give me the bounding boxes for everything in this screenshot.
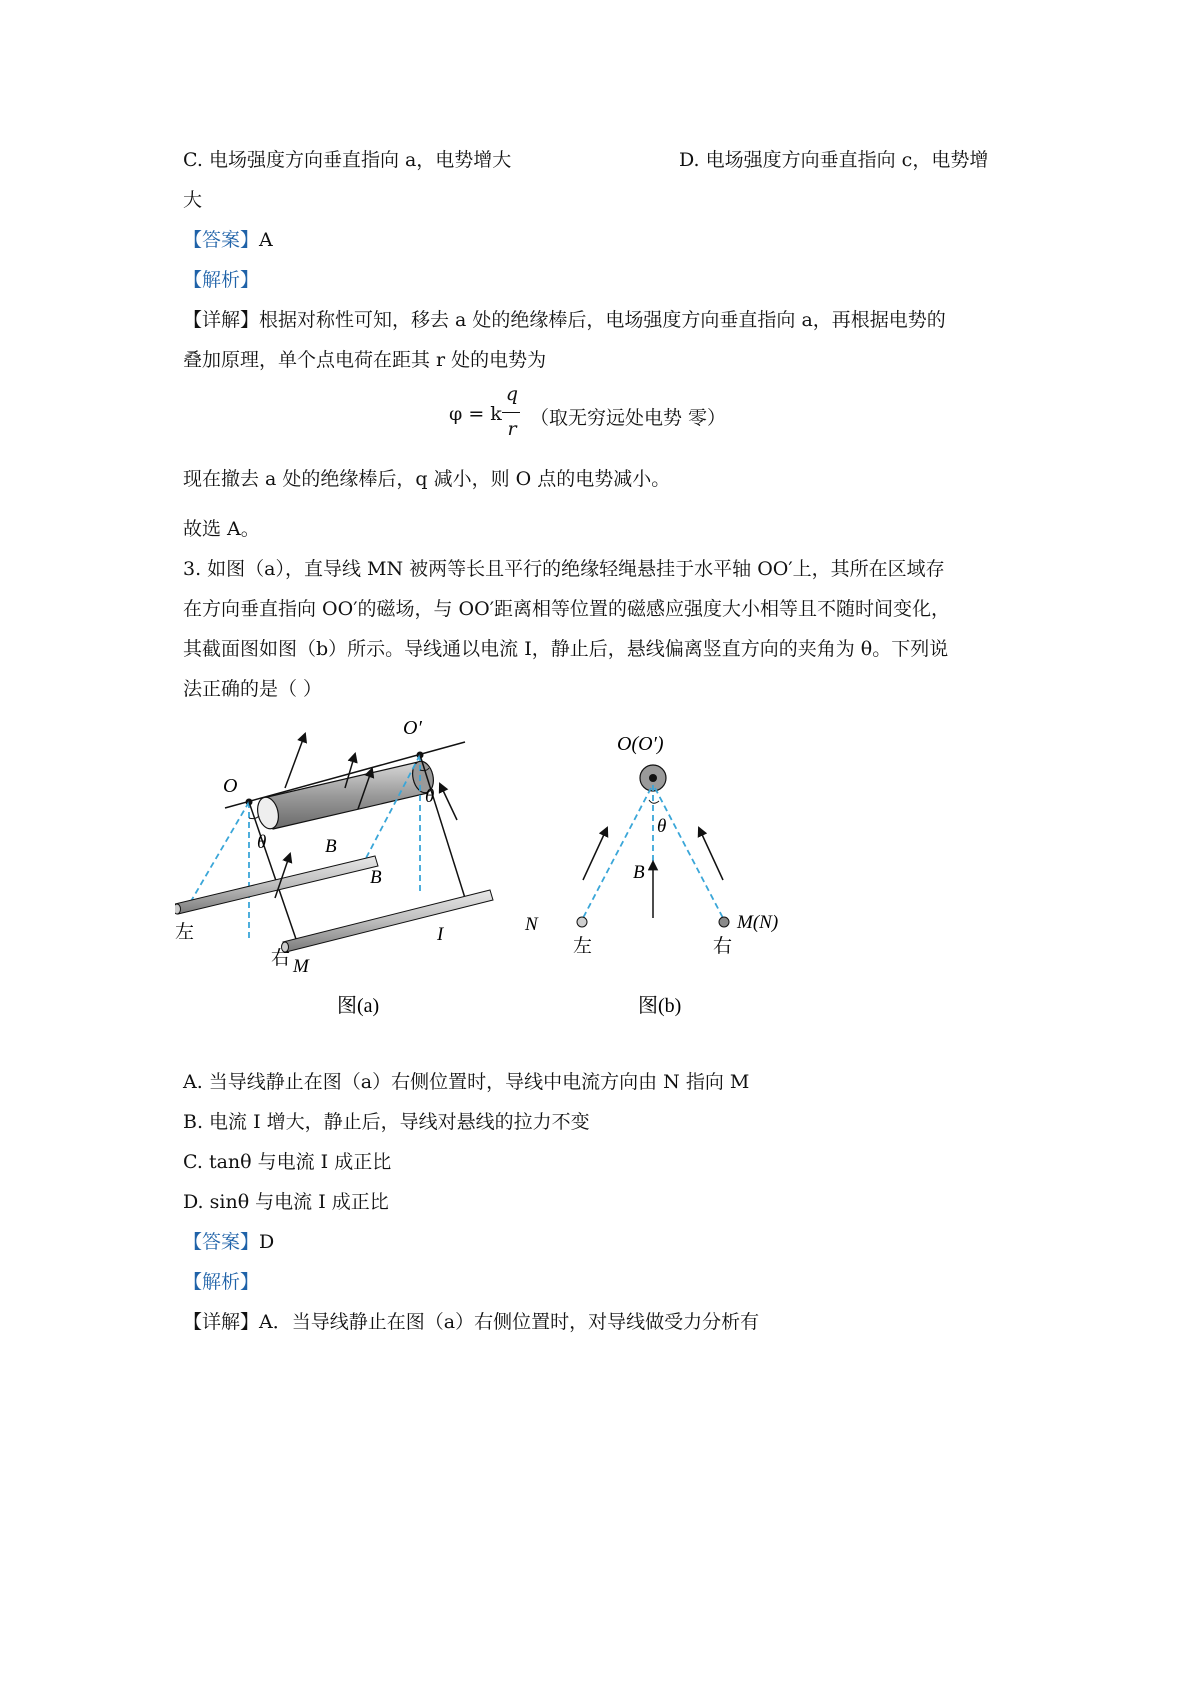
- label-mn: M(N): [737, 912, 779, 933]
- string-right: [655, 788, 723, 918]
- wire-left: [577, 917, 587, 927]
- label-right: 右: [271, 948, 291, 969]
- caption-a: 图(a): [337, 995, 380, 1017]
- q2-analysis-tag: 【解析】: [183, 269, 260, 291]
- b-arrow-2: [275, 854, 290, 898]
- q3-stem-line4: 法正确的是（ ）: [183, 678, 323, 700]
- formula-numerator: q: [505, 383, 519, 405]
- q3-option-d: D. sinθ 与电流 I 成正比: [183, 1191, 389, 1213]
- label-b-2: B: [370, 867, 382, 888]
- q3-detail-line1: [183, 1308, 759, 1336]
- b-arrow-5: [440, 784, 457, 820]
- detail-tag: 【详解】: [183, 309, 260, 331]
- q2-option-d-wrap: 大: [183, 189, 203, 211]
- axis-center-dot: [649, 774, 657, 782]
- figure-a: [175, 720, 555, 1020]
- q2-option-c: C. 电场强度方向垂直指向 a，电势增大: [183, 149, 512, 171]
- detail-text: A．当导线静止在图（a）右侧位置时，对导线做受力分析有: [259, 1311, 760, 1333]
- label-right: 右: [713, 936, 733, 957]
- label-b-1: B: [325, 836, 337, 857]
- formula-lhs: φ = k: [449, 403, 502, 425]
- formula-denominator: r: [507, 418, 517, 440]
- label-axis: O(O′): [617, 733, 664, 755]
- theta-arc: [649, 800, 659, 803]
- b-arrow-1: [285, 734, 305, 788]
- left-rod: [175, 856, 378, 914]
- figure-b: [565, 730, 805, 1020]
- label-m: M: [293, 956, 309, 977]
- q3-analysis-tag: 【解析】: [183, 1271, 260, 1293]
- label-n: N: [525, 914, 538, 935]
- label-b: B: [633, 862, 645, 883]
- b-arrow-right: [699, 828, 723, 880]
- answer-value: A: [259, 229, 273, 251]
- q3-option-a: A. 当导线静止在图（a）右侧位置时，导线中电流方向由 N 指向 M: [183, 1071, 750, 1093]
- string-right-2: [420, 755, 465, 898]
- wire-right: [719, 917, 729, 927]
- label-theta: θ: [657, 816, 667, 837]
- detail-tag: 【详解】: [183, 1311, 260, 1333]
- answer-tag: 【答案】: [183, 1231, 260, 1253]
- label-left: 左: [573, 936, 593, 957]
- q2-option-d: D. 电场强度方向垂直指向 c，电势增: [679, 149, 989, 171]
- q2-answer: [183, 226, 273, 254]
- q3-answer: [183, 1228, 274, 1256]
- label-theta-1: θ: [257, 832, 267, 853]
- q3-stem-line1: 3. 如图（a），直导线 MN 被两等长且平行的绝缘轻绳悬挂于水平轴 OO′上，其所在区域存: [183, 558, 945, 580]
- q2-detail-line2: 叠加原理，单个点电荷在距其 r 处的电势为: [183, 349, 547, 371]
- axis-cylinder: [255, 759, 437, 831]
- q3-option-c: C. tanθ 与电流 I 成正比: [183, 1151, 392, 1173]
- detail-text: 根据对称性可知，移去 a 处的绝缘棒后，电场强度方向垂直指向 a，再根据电势的: [259, 309, 946, 331]
- q2-conclusion: 故选 A。: [183, 518, 260, 540]
- answer-tag: 【答案】: [183, 229, 260, 251]
- q3-stem-line2: 在方向垂直指向 OO′的磁场，与 OO′距离相等位置的磁感应强度大小相等且不随时间变化，: [183, 598, 951, 620]
- string-left: [583, 788, 651, 918]
- q3-option-b: B. 电流 I 增大，静止后，导线对悬线的拉力不变: [183, 1111, 590, 1133]
- q2-detail-line3: 现在撤去 a 处的绝缘棒后，q 减小，则 O 点的电势减小。: [183, 468, 671, 490]
- label-theta-2: θ: [425, 786, 435, 807]
- label-o-prime: O′: [403, 720, 422, 739]
- label-o: O: [223, 775, 238, 797]
- label-left: 左: [175, 922, 195, 943]
- rod-mn: [282, 890, 494, 952]
- formula-note: （取无穷远处电势 零）: [530, 407, 727, 429]
- q3-stem-line3: 其截面图如图（b）所示。导线通以电流 I，静止后，悬线偏离竖直方向的夹角为 θ。下列说: [183, 638, 949, 660]
- formula-fraction-bar: [502, 412, 520, 413]
- b-arrow-left: [583, 828, 607, 880]
- q2-detail-line1: [183, 306, 946, 334]
- answer-value: D: [259, 1231, 275, 1253]
- caption-b: 图(b): [638, 995, 682, 1017]
- label-i: I: [437, 924, 444, 945]
